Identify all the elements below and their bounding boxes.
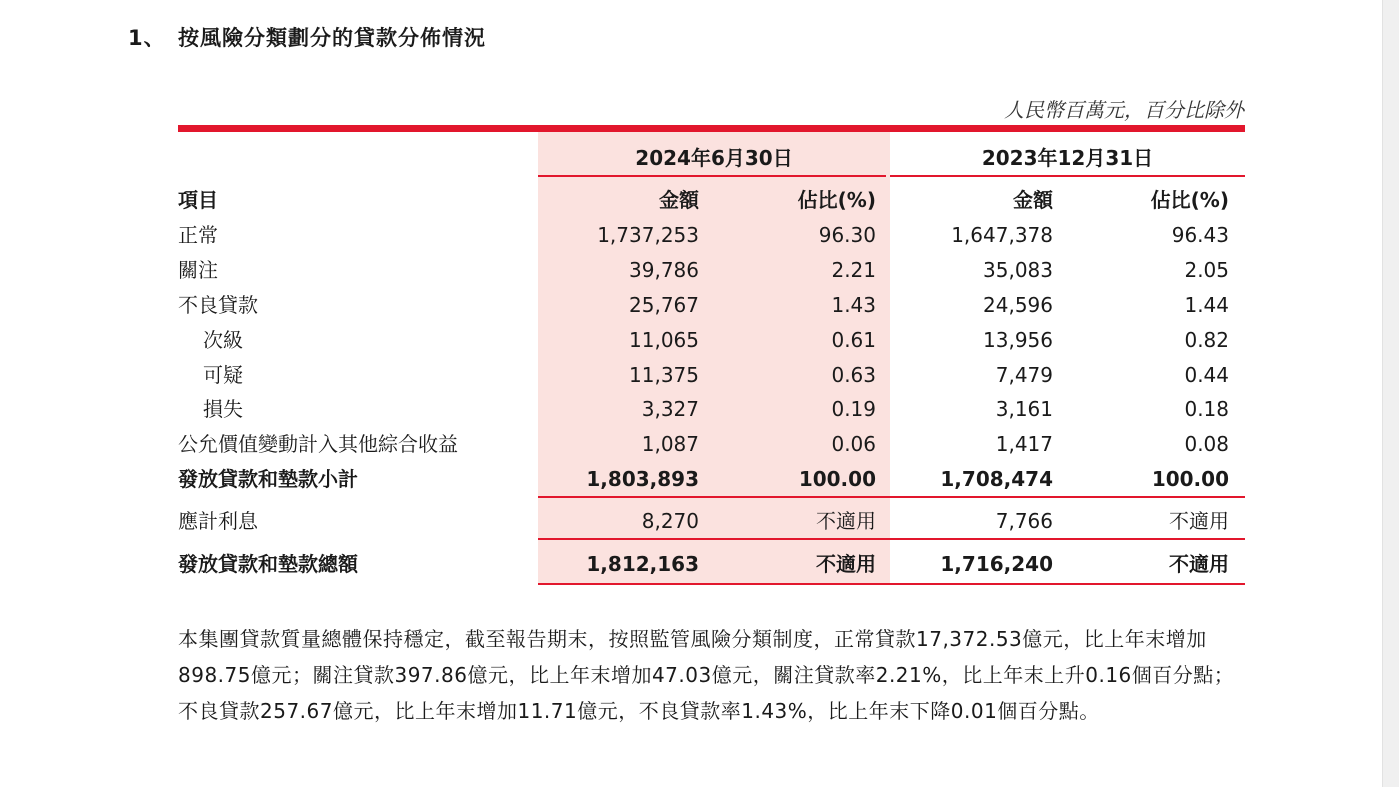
- row-label: 發放貸款和墊款小計: [178, 467, 358, 491]
- col-header-item: 項目: [178, 188, 218, 212]
- ratio-2024: 2.21: [831, 258, 876, 282]
- amount-2024: 8,270: [641, 509, 699, 533]
- amount-2023: 13,956: [983, 328, 1053, 352]
- row-label: 公允價值變動計入其他綜合收益: [178, 432, 458, 456]
- row-label: 不良貸款: [178, 293, 258, 317]
- col-header-ratio-2023: 佔比(%): [1150, 188, 1229, 212]
- period-underline-2024: [538, 175, 886, 177]
- amount-2024: 3,327: [641, 397, 699, 421]
- section-number: 1、: [128, 26, 166, 50]
- amount-2024: 1,812,163: [586, 552, 699, 576]
- amount-2024: 1,087: [641, 432, 699, 456]
- table-row: [178, 219, 1245, 251]
- ratio-2024: 0.61: [831, 328, 876, 352]
- section-heading: [128, 22, 486, 52]
- total-top-rule: [538, 538, 1245, 540]
- row-label: 關注: [178, 258, 218, 282]
- row-label: 正常: [178, 223, 218, 247]
- table-row: [178, 254, 1245, 286]
- ratio-2023: 100.00: [1151, 467, 1229, 491]
- ratio-2024: 不適用: [816, 509, 876, 533]
- ratio-2024: 100.00: [798, 467, 876, 491]
- ratio-2023: 0.82: [1184, 328, 1229, 352]
- amount-2024: 11,375: [629, 363, 699, 387]
- subtotal-rule: [538, 496, 1245, 498]
- total-bottom-rule: [538, 583, 1245, 585]
- ratio-2023: 2.05: [1184, 258, 1229, 282]
- ratio-2024: 0.06: [831, 432, 876, 456]
- amount-2023: 1,716,240: [940, 552, 1053, 576]
- period-header-2024: 2024年6月30日: [635, 146, 793, 170]
- table-row: [178, 428, 1245, 460]
- ratio-2023: 0.44: [1184, 363, 1229, 387]
- col-header-ratio-2024: 佔比(%): [797, 188, 876, 212]
- vertical-scrollbar[interactable]: [1382, 0, 1399, 787]
- table-top-rule: [178, 125, 1245, 132]
- column-header-row: [178, 184, 1245, 216]
- ratio-2024: 1.43: [831, 293, 876, 317]
- period-header-2023: 2023年12月31日: [981, 146, 1154, 170]
- ratio-2023: 0.08: [1184, 432, 1229, 456]
- col-header-amount-2024: 金額: [659, 188, 699, 212]
- ratio-2023: 96.43: [1171, 223, 1229, 247]
- table-row: [178, 393, 1245, 425]
- col-header-amount-2023: 金額: [1013, 188, 1053, 212]
- amount-2023: 35,083: [983, 258, 1053, 282]
- subtotal-row: [178, 463, 1245, 495]
- ratio-2024: 0.19: [831, 397, 876, 421]
- row-label: 可疑: [203, 363, 243, 387]
- period-underline-2023: [890, 175, 1245, 177]
- section-title: 按風險分類劃分的貸款分佈情況: [178, 26, 486, 50]
- ratio-2024: 96.30: [818, 223, 876, 247]
- amount-2023: 3,161: [995, 397, 1053, 421]
- ratio-2023: 不適用: [1169, 552, 1229, 576]
- amount-2023: 24,596: [983, 293, 1053, 317]
- amount-2024: 11,065: [629, 328, 699, 352]
- table-row: [178, 289, 1245, 321]
- amount-2023: 7,766: [995, 509, 1053, 533]
- row-label: 損失: [203, 397, 243, 421]
- table-row: [178, 505, 1245, 537]
- ratio-2023: 不適用: [1169, 509, 1229, 533]
- row-label: 應計利息: [178, 509, 258, 533]
- total-row: [178, 548, 1245, 580]
- unit-note: 人民幣百萬元，百分比除外: [1004, 98, 1244, 122]
- commentary-paragraph: 本集團貸款質量總體保持穩定，截至報告期末，按照監管風險分類制度，正常貸款17,372.53億元，比上年末增加898.75億元；關注貸款397.86億元，比上年末增加47.03億元，關注貸款率2.21%，比上年末上升0.16個百分點；不良貸款257.67億元，比上年末增加11.71億元，不良貸款率1.43%，比上年末下降0.01個百分點。: [178, 627, 1235, 723]
- amount-2024: 1,803,893: [586, 467, 699, 491]
- amount-2024: 25,767: [629, 293, 699, 317]
- table-row: [178, 324, 1245, 356]
- table-row: [178, 359, 1245, 391]
- amount-2023: 1,647,378: [951, 223, 1053, 247]
- amount-2023: 1,708,474: [940, 467, 1053, 491]
- row-label: 發放貸款和墊款總額: [178, 552, 358, 576]
- amount-2023: 7,479: [995, 363, 1053, 387]
- ratio-2024: 不適用: [816, 552, 876, 576]
- amount-2023: 1,417: [995, 432, 1053, 456]
- amount-2024: 1,737,253: [597, 223, 699, 247]
- ratio-2023: 0.18: [1184, 397, 1229, 421]
- ratio-2023: 1.44: [1184, 293, 1229, 317]
- ratio-2024: 0.63: [831, 363, 876, 387]
- row-label: 次級: [203, 328, 243, 352]
- amount-2024: 39,786: [629, 258, 699, 282]
